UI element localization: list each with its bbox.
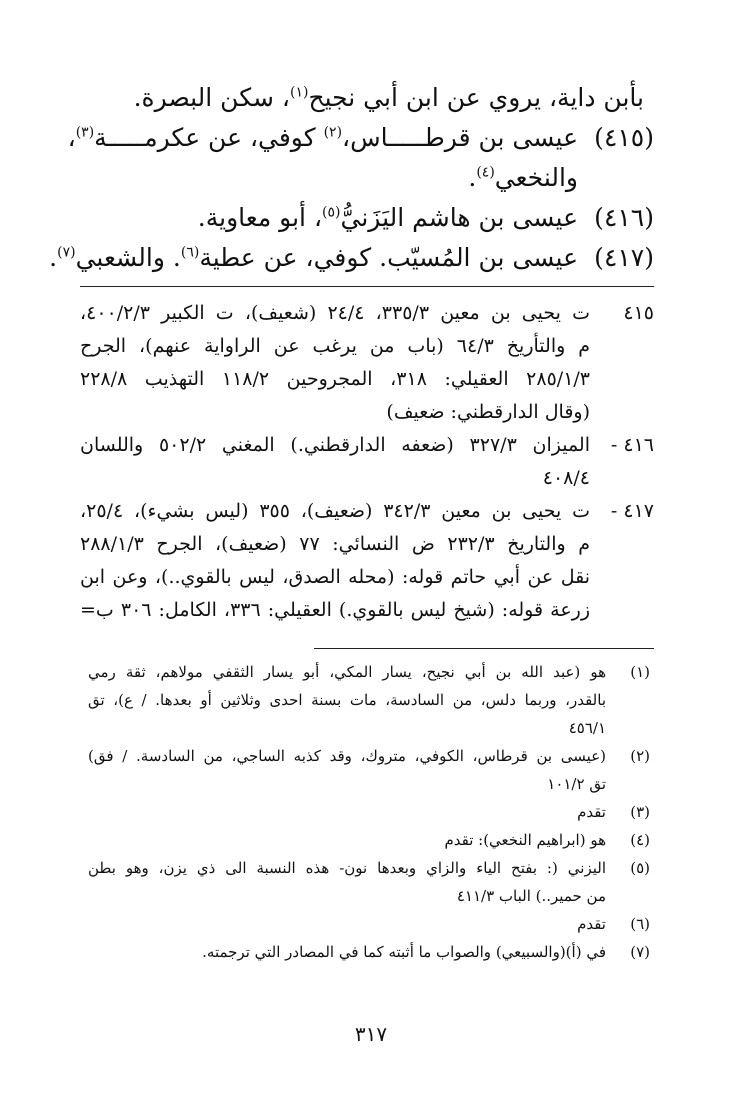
footnotes-divider <box>314 648 654 649</box>
entry-text: عيسى بن هاشم اليَزَنيُّ <box>340 203 578 232</box>
entry-text: والنخعي <box>494 163 578 192</box>
footnote-marker[interactable]: (٥) <box>322 204 341 221</box>
source-line: زرعة قوله: (شيخ ليس بالقوي.) العقيلي: ٣٣٦، الكامل: ٣٠٦ ب= <box>80 599 590 621</box>
footnotes-section <box>88 658 650 966</box>
footnote-line: هو (ابراهيم النخعي): تقدم <box>444 831 606 849</box>
source-line: م والتأريخ ٦٤/٣ (باب من يرغب عن الراواية عنهم)، الجرح <box>80 335 590 357</box>
entry-text: عيسى بن قرطـــــاس، <box>342 123 578 152</box>
footnote-line: تقدم <box>577 803 606 821</box>
entry-415-continuation <box>80 158 654 198</box>
source-number: ٤١٧ - <box>610 500 654 522</box>
entry-continuation-line <box>80 78 654 118</box>
footnote-number: (١) <box>630 663 650 681</box>
source-line: ٤٠٨/٤ <box>542 467 590 489</box>
entry-text: . <box>49 243 58 272</box>
footnote-5 <box>88 854 650 910</box>
source-line: ت يحيى بن معين ٣٤٢/٣ (ضعيف)، ٣٥٥ (ليس بشيء)، ٢٥/٤، <box>80 500 590 522</box>
footnote-number: (٦) <box>630 915 650 933</box>
source-line: ٢٨٥/١/٣ العقيلي: ٣١٨، المجروحين ١١٨/٢ التهذيب ٢٢٨/٨ <box>80 368 590 390</box>
footnote-number: (٤) <box>630 831 650 849</box>
footnote-number: (٧) <box>630 943 650 961</box>
entry-text: ، <box>67 123 76 152</box>
footnote-line: هو (عبد الله بن أبي نجيح، يسار المكي، أبو يسار الثقفي مولاهم، ثقة رمي <box>88 663 606 681</box>
main-divider <box>80 286 654 287</box>
source-417 <box>80 495 654 627</box>
entry-text: عيسى بن المُسيّب. كوفي، عن عطية <box>199 243 578 272</box>
entry-number: (٤١٥) <box>594 123 654 152</box>
entry-text: بأبن داية، يروي عن ابن أبي نجيح <box>308 83 644 112</box>
entry-text: . والشعبي <box>75 243 181 272</box>
entry-417 <box>49 238 654 278</box>
footnote-6 <box>88 910 650 938</box>
source-line: م والتاريخ ٢٣٢/٣ ض النسائي: ٧٧ (ضعيف)، الجرح ٢٨٨/١/٣ <box>80 533 590 555</box>
entry-415 <box>67 118 654 158</box>
footnote-marker[interactable]: (٦) <box>180 244 200 261</box>
source-line: ت يحيى بن معين ٣٣٥/٣، ٢٤/٤ (شعيف)، ت الكبير ٤٠٠/٢/٣، <box>80 302 590 324</box>
entry-number: (٤١٦) <box>594 203 654 232</box>
footnote-marker[interactable]: (٤) <box>476 164 495 181</box>
footnote-7 <box>88 938 650 966</box>
footnote-line: ٤٥٦/١ <box>568 719 606 737</box>
footnote-line: تق ١٠١/٢ <box>547 775 606 793</box>
entry-number: (٤١٧) <box>594 243 654 272</box>
footnote-marker[interactable]: (٧) <box>57 244 76 261</box>
footnote-line: في (أ)(والسبيعي) والصواب ما أثبته كما في المصادر التي ترجمته. <box>202 943 606 961</box>
source-415 <box>80 297 654 429</box>
footnote-2 <box>88 742 650 798</box>
footnote-3 <box>88 798 650 826</box>
entry-text: كوفي، عن عكرمـــــة <box>94 123 324 152</box>
footnote-number: (٣) <box>630 803 650 821</box>
footnote-1 <box>88 658 650 742</box>
footnote-marker[interactable]: (٢) <box>323 124 343 141</box>
source-line: (وقال الدارقطني: ضعيف) <box>386 401 590 423</box>
footnote-line: تقدم <box>577 915 606 933</box>
footnote-number: (٢) <box>630 747 650 765</box>
footnote-line: اليزني (: بفتح الياء والزاي وبعدها نون- هذه النسبة الى ذي يزن، وهو بطن <box>88 859 606 877</box>
footnote-line: من حمير..) الباب ٤١١/٣ <box>456 887 606 905</box>
source-number: ٤١٥ <box>623 302 654 324</box>
entry-text: ، سكن البصرة. <box>133 83 290 112</box>
footnote-marker[interactable]: (٣) <box>75 124 95 141</box>
entry-416 <box>80 198 654 238</box>
entry-text: ، أبو معاوية. <box>197 203 323 232</box>
footnote-marker[interactable]: (١) <box>289 84 309 101</box>
sources-section <box>80 297 654 627</box>
source-number: ٤١٦ - <box>610 434 654 456</box>
footnote-number: (٥) <box>630 859 650 877</box>
footnote-line: بالقدر، وربما دلس، من السادسة، مات بسنة احدى وثلاثين أو بعدها. / ع)، تق <box>88 691 606 709</box>
footnote-line: (عيسى بن قرطاس، الكوفي، متروك، وقد كذبه الساجي، من السادسة. / فق) <box>88 747 606 765</box>
source-line: نقل عن أبي حاتم قوله: (محله الصدق، ليس بالقوي..)، وعن ابن <box>80 566 590 588</box>
main-entries <box>49 78 654 278</box>
source-416 <box>80 429 654 495</box>
source-line: الميزان ٣٢٧/٣ (ضعفه الدارقطني.) المغني ٥٠٢/٢ واللسان <box>80 434 590 456</box>
footnote-4 <box>88 826 650 854</box>
entry-text: . <box>468 163 477 192</box>
page-number: ٣١٧ <box>354 1022 388 1046</box>
